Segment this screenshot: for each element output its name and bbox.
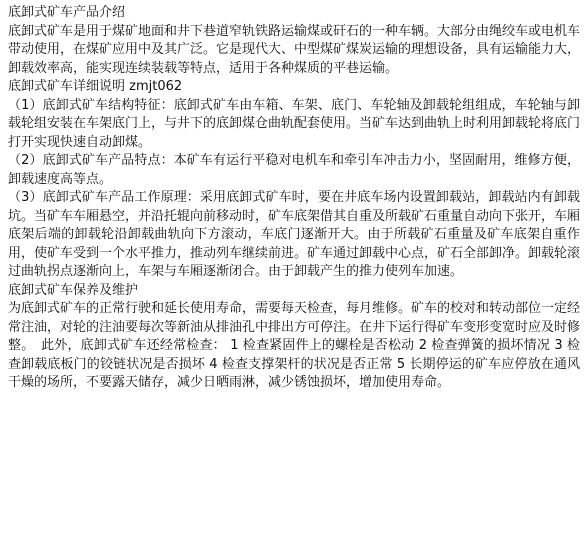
document-body [8, 4, 580, 393]
maintenance-paragraph: 为底卸式矿车的正常行驶和延长使用寿命，需要每天检查，每月维修。矿车的校对和转动部位一定经常注油，对轮的注油要每次等新油从排油孔中排出方可停注。在井下运行得矿车变形变宽时应及时修整。 此外，底卸式矿车还经常检查： 1 检查紧固件上的螺栓是否松动 2 检查弹簧的损坏情况 3 检查卸载底板门的铰链状况是否损坏 4 检查支撑架杆的状况是否正常 5 长期停运的矿车应停放在通风干燥的场所，不要露天储存，减少日晒雨淋，减少锈蚀损坏，增加使用寿命。 [8, 301, 581, 390]
section-features: （2）底卸式矿车产品特点：本矿车有运行平稳对电机车和牵引车冲击力小，坚固耐用，维修方便，卸载速度高等点。 [8, 153, 580, 187]
section-principle: （3）底卸式矿车产品工作原理：采用底卸式矿车时，要在井底车场内设置卸载站，卸载站内有卸载坑。当矿车车厢悬空，并沿托辊向前移动时，矿车底架借其自重及所载矿石重量自动向下张开，车厢底架后端的卸载轮沿卸载曲轨向下方滚动，车底门逐渐开大。由于所载矿石重量及矿车底架自重作用，使矿车受到一个水平推力，推动列车继续前进。矿车通过卸载中心点，矿石全部卸净。卸载轮滚过曲轨拐点逐渐向上，车架与车厢逐渐闭合。由于卸载产生的推力使列车加速。 [8, 190, 581, 279]
document-title: 底卸式矿车产品介绍 [8, 5, 126, 20]
section-structure: （1）底卸式矿车结构特征：底卸式矿车由车箱、车架、底门、车轮轴及卸载轮组组成，车轮轴与卸载轮组安装在车架底门上，与井下的底卸煤仓曲轨配套使用。当矿车达到曲轨上时利用卸载轮将底门打开实现快速自动卸煤。 [8, 97, 581, 150]
maintenance-heading: 底卸式矿车保养及维护 [8, 282, 139, 298]
intro-paragraph: 底卸式矿车是用于煤矿地面和井下巷道窄轨铁路运输煤或矸石的一种车辆。大部分由绳绞车或电机车带动使用，在煤矿应用中及其广泛。它是现代大、中型煤矿煤炭运输的理想设备，具有运输能力大，卸载效率高，能实现连续装载等特点，适用于各种煤质的平巷运输。 [8, 23, 581, 76]
details-heading: 底卸式矿车详细说明 zmjt062 [8, 79, 183, 94]
